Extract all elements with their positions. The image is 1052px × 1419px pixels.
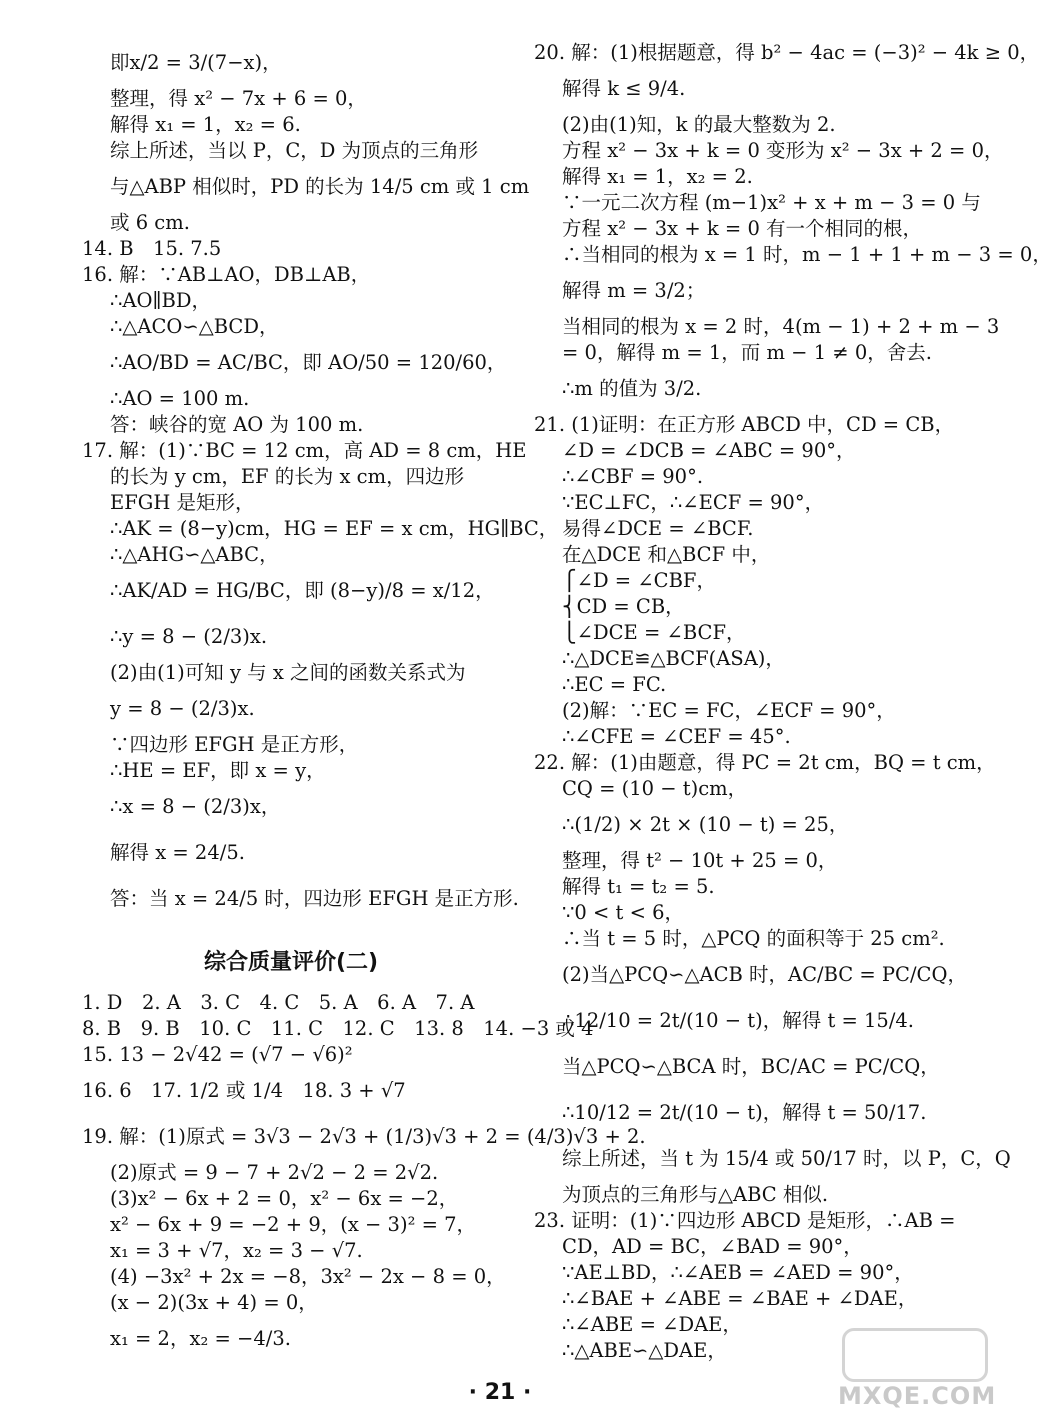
answer-line: = 0，解得 m = 1，而 m − 1 ≠ 0，舍去. (562, 341, 932, 364)
watermark-text: MXQE.COM (838, 1382, 997, 1410)
answer-line: (2)解：∵EC = FC，∠ECF = 90°， (562, 699, 896, 722)
answer-line: EFGH 是矩形， (110, 491, 255, 514)
answer-line: 方程 x² − 3x + k = 0 有一个相同的根， (562, 217, 923, 240)
answer-line: 1. D 2. A 3. C 4. C 5. A 6. A 7. A (82, 991, 475, 1014)
answer-line: ∴AK = (8−y)cm，HG = EF = x cm，HG∥BC， (110, 517, 559, 540)
answer-line: ∴AK/AD = HG/BC，即 (8−y)/8 = x/12， (110, 579, 495, 602)
answer-line: 或 6 cm. (110, 211, 190, 234)
answer-line: ∵EC⊥FC，∴∠ECF = 90°， (562, 491, 825, 514)
answer-line: (4) −3x² + 2x = −8，3x² − 2x − 8 = 0， (110, 1265, 506, 1288)
answer-line: ∴AO/BD = AC/BC，即 AO/50 = 120/60， (110, 351, 507, 374)
answer-line: ∴∠CFE = ∠CEF = 45°. (562, 725, 791, 748)
answer-line: ∴当相同的根为 x = 1 时，m − 1 + 1 + m − 3 = 0， (562, 243, 1052, 266)
answer-line: 19. 解：(1)原式 = 3√3 − 2√3 + (1/3)√3 + 2 = (4/3)√3 + 2. (82, 1125, 646, 1148)
answer-line: 解得 k ≤ 9/4. (562, 77, 686, 100)
answer-line: ∴10/12 = 2t/(10 − t)，解得 t = 50/17. (562, 1101, 927, 1124)
answer-line: 当相同的根为 x = 2 时，4(m − 1) + 2 + m − 3 (562, 315, 1000, 338)
answer-line: 整理，得 x² − 7x + 6 = 0， (110, 87, 367, 110)
answer-line: 20. 解：(1)根据题意，得 b² − 4ac = (−3)² − 4k ≥ 0， (534, 41, 1040, 64)
answer-line: 解得 x₁ = 1，x₂ = 2. (562, 165, 753, 188)
answer-line: ∴y = 8 − (2/3)x. (110, 625, 268, 648)
answer-line: ∴△AHG∽△ABC， (110, 543, 279, 566)
answer-line: x₁ = 2，x₂ = −4/3. (110, 1327, 291, 1350)
answer-line: ∴x = 8 − (2/3)x， (110, 795, 281, 818)
answer-line: CQ = (10 − t)cm， (562, 777, 748, 800)
answer-line: ∴(1/2) × 2t × (10 − t) = 25， (562, 813, 849, 836)
answer-line: (2)原式 = 9 − 7 + 2√2 − 2 = 2√2. (110, 1161, 439, 1184)
answer-line: x² − 6x + 9 = −2 + 9，(x − 3)² = 7， (110, 1213, 477, 1236)
answer-line: 解得 t₁ = t₂ = 5. (562, 875, 715, 898)
answer-line: ∴∠BAE + ∠ABE = ∠BAE + ∠DAE， (562, 1287, 918, 1310)
right-column (534, 40, 1052, 1364)
answer-line: 解得 m = 3/2； (562, 279, 706, 302)
answer-line: (x − 2)(3x + 4) = 0， (110, 1291, 318, 1314)
watermark (838, 1328, 997, 1410)
answer-line: ∴EC = FC. (562, 673, 667, 696)
answer-line: 8. B 9. B 10. C 11. C 12. C 13. 8 14. −3 或 4 (82, 1017, 594, 1040)
answer-line: ∴∠CBF = 90°. (562, 465, 704, 488)
answer-line: ∵一元二次方程 (m−1)x² + x + m − 3 = 0 与 (562, 191, 981, 214)
answer-line: ∴△ABE∽△DAE， (562, 1339, 727, 1362)
answer-line: 15. 13 − 2√42 = (√7 − √6)² (82, 1043, 353, 1066)
answer-line: ⎩∠DCE = ∠BCF， (562, 621, 746, 644)
watermark-logo-icon (842, 1328, 988, 1382)
answer-line: (2)当△PCQ∽△ACB 时，AC/BC = PC/CQ， (562, 963, 967, 986)
answer-line: ∴HE = EF，即 x = y， (110, 759, 326, 782)
answer-line: 16. 解：∵AB⊥AO，DB⊥AB， (82, 263, 371, 286)
answer-line: 22. 解：(1)由题意，得 PC = 2t cm，BQ = t cm， (534, 751, 996, 774)
answer-line: 解得 x₁ = 1，x₂ = 6. (110, 113, 301, 136)
answer-line: ∴△ACO∽△BCD， (110, 315, 279, 338)
answer-line: 当△PCQ∽△BCA 时，BC/AC = PC/CQ， (562, 1055, 940, 1078)
answer-line: 综上所述，当 t 为 15/4 或 50/17 时，以 P，C，Q (562, 1147, 1011, 1170)
answer-line: ∴AO∥BD， (110, 289, 211, 312)
answer-line: 17. 解：(1)∵BC = 12 cm，高 AD = 8 cm，HE (82, 439, 527, 462)
answer-line: ∵AE⊥BD，∴∠AEB = ∠AED = 90°， (562, 1261, 914, 1284)
answer-line: ∴△DCE≌△BCF(ASA)， (562, 647, 785, 670)
answer-line: ∴12/10 = 2t/(10 − t)，解得 t = 15/4. (562, 1009, 915, 1032)
answer-line: 23. 证明：(1)∵四边形 ABCD 是矩形，∴AB = (534, 1209, 956, 1232)
answer-line: ⎨CD = CB， (562, 595, 685, 618)
answer-line: 即x/2 = 3/(7−x)， (110, 51, 282, 74)
answer-line: 的长为 y cm，EF 的长为 x cm，四边形 (110, 465, 465, 488)
answer-line: 与△ABP 相似时，PD 的长为 14/5 cm 或 1 cm (110, 175, 530, 198)
answer-line: 综上所述，当以 P，C，D 为顶点的三角形 (110, 139, 479, 162)
answer-line: (2)由(1)可知 y 与 x 之间的函数关系式为 (110, 661, 466, 684)
answer-line: ∵四边形 EFGH 是正方形， (110, 733, 359, 756)
answer-line: ∵0 < t < 6， (562, 901, 685, 924)
answer-line: 易得∠DCE = ∠BCF. (562, 517, 754, 540)
answer-line: 21. (1)证明：在正方形 ABCD 中，CD = CB， (534, 413, 955, 436)
section-heading: 综合质量评价(二) (203, 950, 379, 975)
answer-line: ∴当 t = 5 时，△PCQ 的面积等于 25 cm². (562, 927, 945, 950)
answer-line: 为顶点的三角形与△ABC 相似. (562, 1183, 829, 1206)
answer-line: 答：峡谷的宽 AO 为 100 m. (110, 413, 364, 436)
answer-line: 14. B 15. 7.5 (82, 237, 222, 260)
answer-line: 整理，得 t² − 10t + 25 = 0， (562, 849, 838, 872)
answer-line: 答：当 x = 24/5 时，四边形 EFGH 是正方形. (110, 887, 519, 910)
page-number: · 21 · (468, 1380, 532, 1405)
answer-line: ⎧∠D = ∠CBF， (562, 569, 716, 592)
answer-line: 方程 x² − 3x + k = 0 变形为 x² − 3x + 2 = 0， (562, 139, 1004, 162)
answer-line: 在△DCE 和△BCF 中， (562, 543, 771, 566)
answer-line: (2)由(1)知，k 的最大整数为 2. (562, 113, 836, 136)
answer-line: ∴m 的值为 3/2. (562, 377, 702, 400)
answer-line: CD，AD = BC，∠BAD = 90°， (562, 1235, 863, 1258)
answer-line: ∴AO = 100 m. (110, 387, 250, 410)
answer-line: y = 8 − (2/3)x. (110, 697, 255, 720)
answer-line: ∴∠ABE = ∠DAE， (562, 1313, 742, 1336)
answer-line: (3)x² − 6x + 2 = 0，x² − 6x = −2， (110, 1187, 459, 1210)
answer-line: 16. 6 17. 1/2 或 1/4 18. 3 + √7 (82, 1079, 406, 1102)
answer-line: ∠D = ∠DCB = ∠ABC = 90°， (562, 439, 856, 462)
answer-line: x₁ = 3 + √7，x₂ = 3 − √7. (110, 1239, 363, 1262)
answer-line: 解得 x = 24/5. (110, 841, 245, 864)
